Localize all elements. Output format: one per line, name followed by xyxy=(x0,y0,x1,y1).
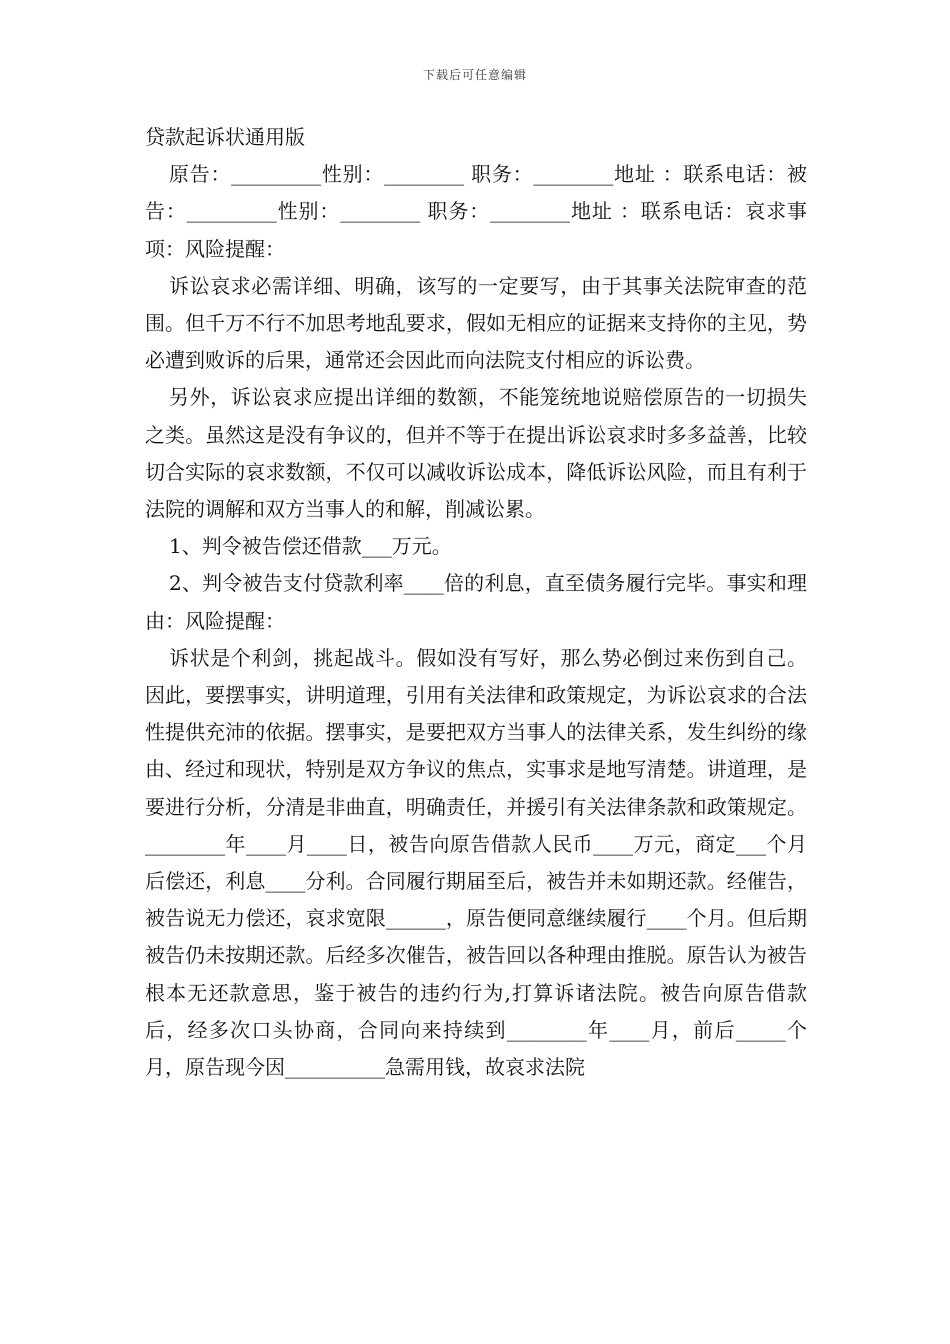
paragraph-facts-reasons: 诉状是个利剑，挑起战斗。假如没有写好，那么势必倒过来伤到自己。因此，要摆事实，讲明道理，引用有关法律和政策规定，为诉讼哀求的合法性提供充沛的依据。摆事实，是要把双方当事人的法律关系，发生纠纷的缘由、经过和现状，特别是双方争议的焦点，实事求是地写清楚。讲道理，是要进行分析，分清是非曲直，明确责任，并援引有关法律条款和政策规定。 ________年____月____日，被告向原告借款人民币____万元，商定___个月后偿还，利息____分利。合同履行期届至后，被告并未如期还款。经催告，被告说无力偿还，哀求宽限______，原告便同意继续履行____个月。但后期被告仍未按期还款。后经多次催告，被告回以各种理由推脱。原告认为被告根本无还款意思，鉴于被告的违约行为,打算诉诸法院。被告向原告借款后，经多次口头协商，合同向来持续到________年____月，前后_____个月，原告现今因__________急需用钱，故哀求法院 xyxy=(145,645,807,1080)
paragraph-claim-1: 1、判令被告偿还借款___万元。 xyxy=(169,534,452,559)
paragraph-parties: 原告：_________性别：________ 职务：________地址 ：联系电话：被告：_________性别：________ 职务：________地址 ：联系电话：哀求事项：风险提醒： xyxy=(145,162,807,261)
document-body xyxy=(145,119,807,1086)
paragraph-claim-clarity: 诉讼哀求必需详细、明确，该写的一定要写，由于其事关法院审查的范围。但千万不行不加思考地乱要求，假如无相应的证据来支持你的主见，势必遭到败诉的后果，通常还会因此而向法院支付相应的诉讼费。 xyxy=(145,273,807,373)
paragraph-claim-2: 2、判令被告支付贷款利率____倍的利息，直至债务履行完毕。事实和理由：风险提醒： xyxy=(145,571,807,633)
document-title: 贷款起诉状通用版 xyxy=(145,125,305,149)
paragraph-claim-amount: 另外，诉讼哀求应提出详细的数额，不能笼统地说赔偿原告的一切损失之类。虽然这是没有争议的，但并不等于在提出诉讼哀求时多多益善，比较切合实际的哀求数额，不仅可以减收诉讼成本，降低诉讼风险，而且有利于法院的调解和双方当事人的和解，削减讼累。 xyxy=(145,385,807,522)
page-header-note: 下载后可任意编辑 xyxy=(422,68,527,82)
